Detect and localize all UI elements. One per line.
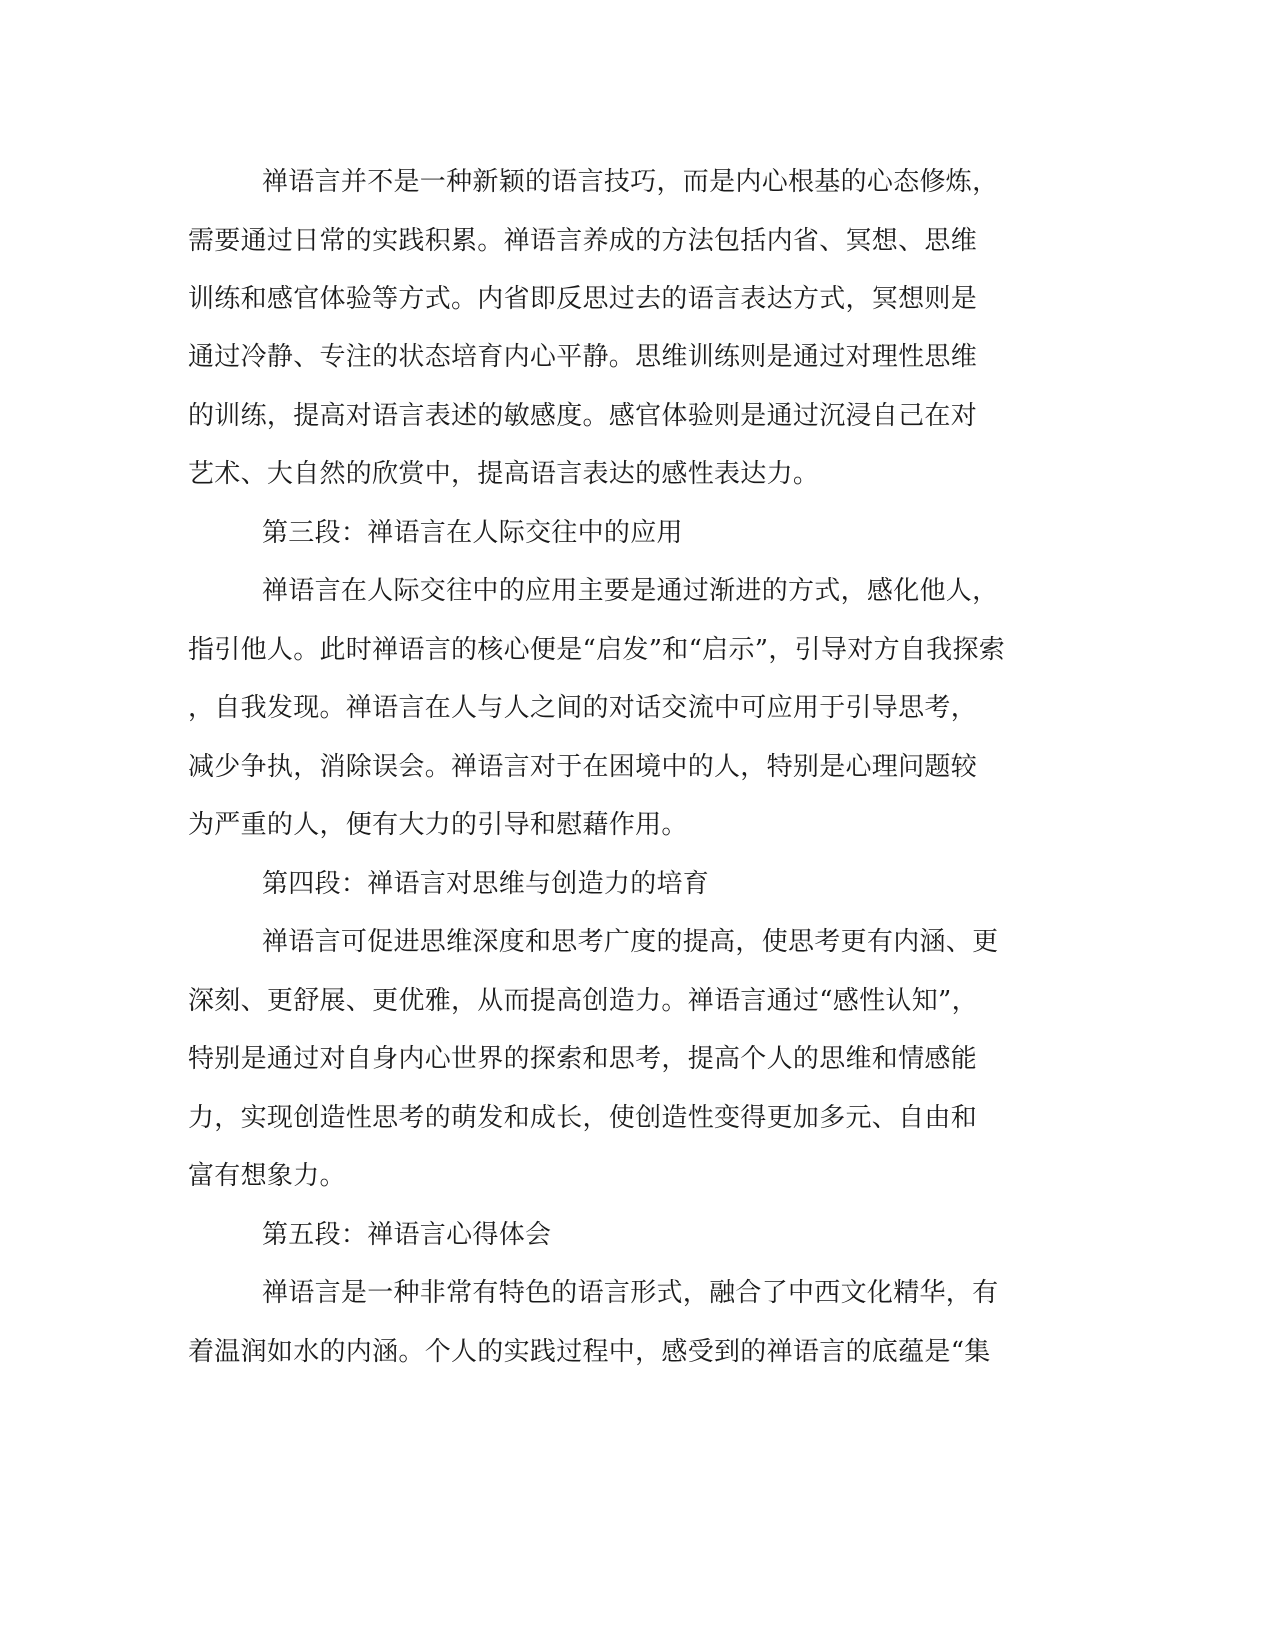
paragraph-line: 指引他人。此时禅语言的核心便是“启发”和“启示”，引导对方自我探索 [188, 635, 1006, 665]
paragraph-line: 的训练，提高对语言表述的敏感度。感官体验则是通过沉浸自己在对 [188, 401, 978, 431]
paragraph-line: 富有想象力。 [188, 1161, 346, 1191]
paragraph-line: 禅语言在人际交往中的应用主要是通过渐进的方式，感化他人， [262, 576, 999, 606]
section-heading: 第五段：禅语言心得体会 [262, 1220, 552, 1250]
paragraph-line: 为严重的人，便有大力的引导和慰藉作用。 [188, 810, 688, 840]
section-heading: 第三段：禅语言在人际交往中的应用 [262, 518, 683, 548]
paragraph-line: 艺术、大自然的欣赏中，提高语言表达的感性表达力。 [188, 459, 820, 489]
paragraph-line: 禅语言可促进思维深度和思考广度的提高，使思考更有内涵、更 [262, 927, 999, 957]
paragraph-line: 禅语言并不是一种新颖的语言技巧，而是内心根基的心态修炼， [262, 167, 999, 197]
paragraph-line: 减少争执，消除误会。禅语言对于在困境中的人，特别是心理问题较 [188, 752, 978, 782]
paragraph-line: 需要通过日常的实践积累。禅语言养成的方法包括内省、冥想、思维 [188, 226, 978, 256]
paragraph-line: 力，实现创造性思考的萌发和成长，使创造性变得更加多元、自由和 [188, 1103, 978, 1133]
section-heading: 第四段：禅语言对思维与创造力的培育 [262, 869, 710, 899]
paragraph-line: ，自我发现。禅语言在人与人之间的对话交流中可应用于引导思考， [188, 693, 978, 723]
paragraph-line: 通过冷静、专注的状态培育内心平静。思维训练则是通过对理性思维 [188, 342, 978, 372]
paragraph-line: 深刻、更舒展、更优雅，从而提高创造力。禅语言通过“感性认知”， [188, 986, 978, 1016]
paragraph-line: 着温润如水的内涵。个人的实践过程中，感受到的禅语言的底蕴是“集 [188, 1337, 991, 1367]
paragraph-line: 特别是通过对自身内心世界的探索和思考，提高个人的思维和情感能 [188, 1044, 978, 1074]
paragraph-line: 训练和感官体验等方式。内省即反思过去的语言表达方式，冥想则是 [188, 284, 978, 314]
paragraph-line: 禅语言是一种非常有特色的语言形式，融合了中西文化精华，有 [262, 1278, 999, 1308]
